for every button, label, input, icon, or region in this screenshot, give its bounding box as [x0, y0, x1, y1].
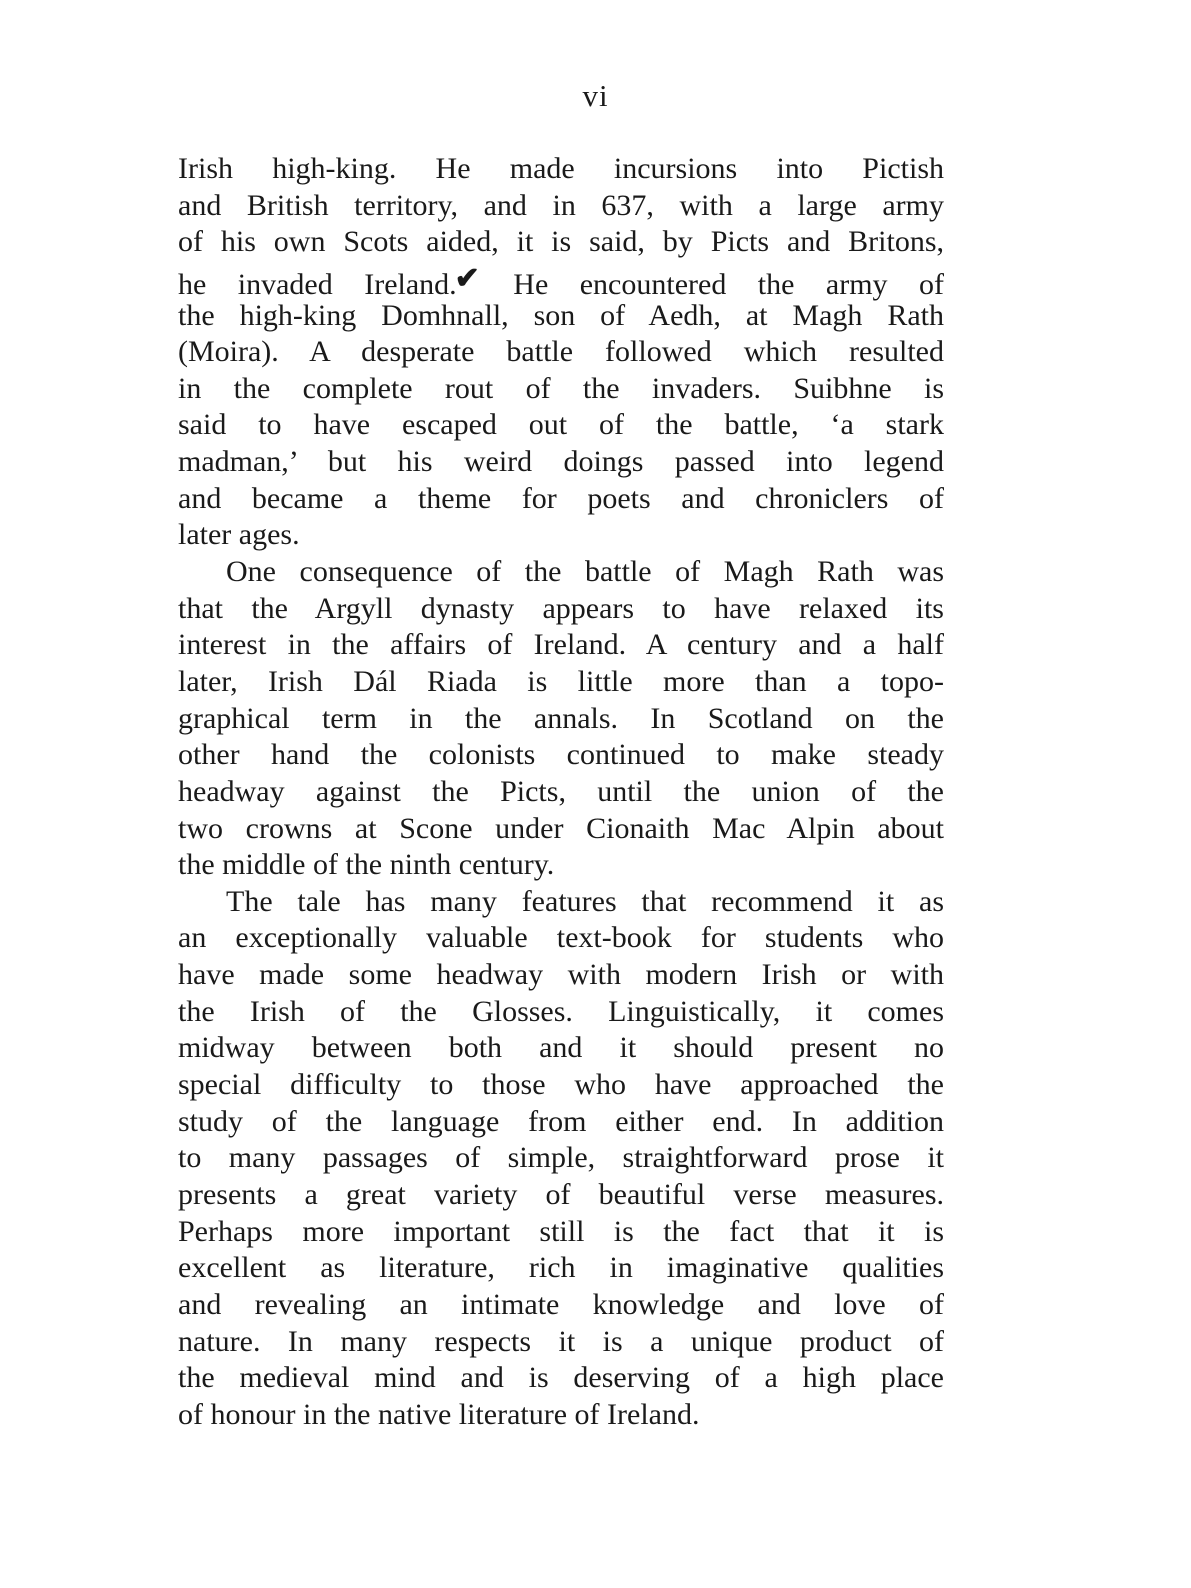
text-line: in the complete rout of the invaders. Suibhne is [178, 371, 944, 405]
text-line: madman,’ but his weird doings passed into legend [178, 445, 944, 479]
text-line: the middle of the ninth century. [178, 848, 555, 882]
text-line: headway against the Picts, until the union of the [178, 774, 944, 808]
text-line: the Irish of the Glosses. Linguistically, it comes [178, 994, 944, 1028]
text-line: nature. In many respects it is a unique product of [178, 1324, 944, 1358]
text-line: interest in the affairs of Ireland. A century and a half [178, 628, 944, 662]
text-line [178, 261, 944, 301]
text-line: excellent as literature, rich in imaginative qualities [178, 1251, 944, 1285]
text-line: (Moira). A desperate battle followed which resulted [178, 335, 944, 369]
text-line: and became a theme for poets and chroniclers of [178, 481, 944, 515]
text-segment: he invaded Ireland. [178, 267, 457, 301]
paragraph-3 [178, 884, 944, 1434]
text-line: that the Argyll dynasty appears to have relaxed its [178, 591, 944, 625]
text-line: two crowns at Scone under Cionaith Mac Alpin about [178, 811, 944, 845]
text-line: midway between both and it should present no [178, 1031, 944, 1065]
text-line: later, Irish Dál Riada is little more than a topo- [178, 664, 944, 698]
text-line: the high-king Domhnall, son of Aedh, at Magh Rath [178, 298, 944, 332]
text-line: The tale has many features that recommend it as [226, 884, 944, 918]
text-line: One consequence of the battle of Magh Rath was [226, 555, 944, 589]
text-line: an exceptionally valuable text-book for students who [178, 921, 944, 955]
text-line: and revealing an intimate knowledge and love of [178, 1287, 944, 1321]
text-line: of his own Scots aided, it is said, by Picts and Britons, [178, 225, 944, 259]
text-line: study of the language from either end. In addition [178, 1104, 944, 1138]
text-line: the medieval mind and is deserving of a high place [178, 1361, 944, 1395]
page-number: vi [582, 78, 609, 113]
text-line: to many passages of simple, straightforward prose it [178, 1141, 944, 1175]
paragraph-2 [178, 554, 944, 884]
text-line: have made some headway with modern Irish or with [178, 958, 944, 992]
text-line: other hand the colonists continued to make steady [178, 738, 944, 772]
body-text [178, 151, 944, 1433]
handwritten-checkmark-icon: ✔ [454, 261, 480, 295]
text-line: graphical term in the annals. In Scotland on the [178, 701, 944, 735]
text-segment: He encountered the army of [513, 267, 944, 301]
text-line: Irish high-king. He made incursions into Pictish [178, 152, 944, 185]
paragraph-1 [178, 151, 944, 554]
text-line: and British territory, and in 637, with a large army [178, 188, 944, 222]
text-line: Perhaps more important still is the fact that it is [178, 1214, 944, 1248]
text-line: special difficulty to those who have approached the [178, 1068, 944, 1102]
text-line: said to have escaped out of the battle, ‘a stark [178, 408, 944, 442]
text-line: of honour in the native literature of Ireland. [178, 1397, 700, 1431]
text-line: later ages. [178, 518, 300, 552]
text-line: presents a great variety of beautiful verse measures. [178, 1177, 944, 1211]
